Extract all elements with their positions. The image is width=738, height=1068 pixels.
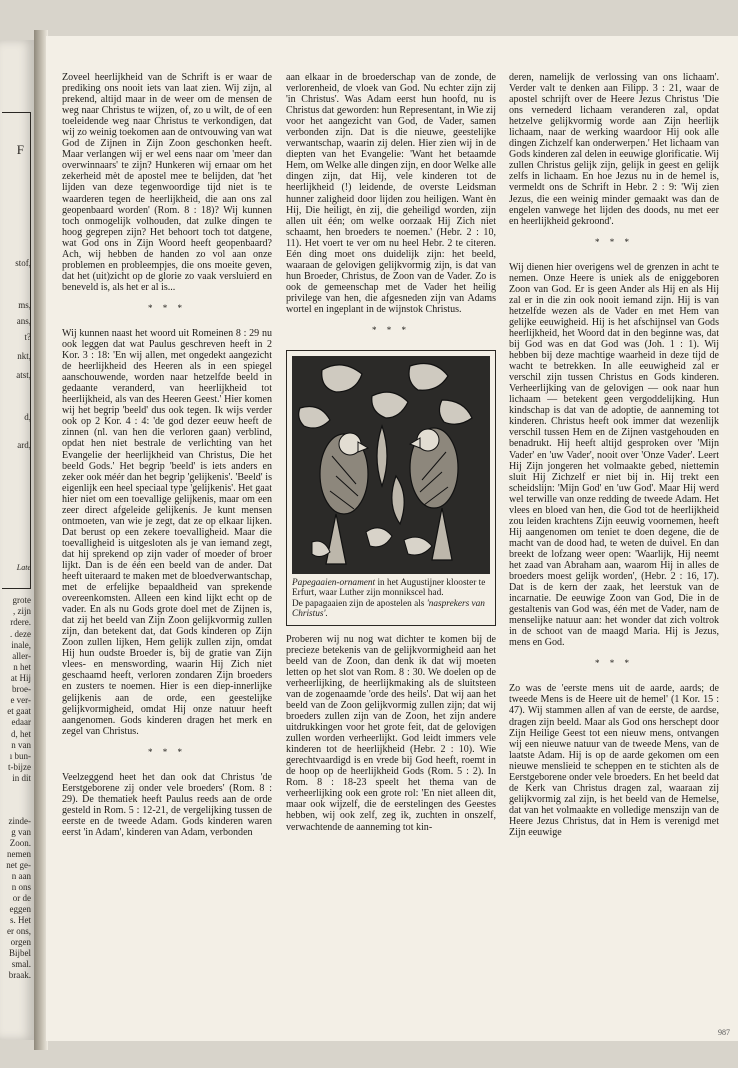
- left-page-text-fragment: Bijbel: [9, 948, 31, 958]
- left-page-text-fragment: . deze: [10, 629, 31, 639]
- left-page-text-fragment: et gaat: [7, 706, 31, 716]
- left-page-text-fragment: nemen: [7, 849, 31, 859]
- left-page-text-fragment: ı bun-: [9, 751, 31, 761]
- left-page-text-fragment: n het: [13, 662, 31, 672]
- left-page-text-fragment: er ons,: [7, 926, 31, 936]
- left-page-text-fragment: Zoon.: [9, 838, 31, 848]
- left-page-text-fragment: braak.: [8, 970, 31, 980]
- caption-text: in het Augustijner klooster te Erfurt, waar Luther zijn monnikscel had.: [292, 578, 486, 599]
- column-3-paragraph-1: deren, namelijk de verlossing van ons lichaam'. Verder valt te denken aan Filipp. 3 : 21, waar de apostel schrijft over de Heere Jezus Christus 'Die ons vernederd lichaam veranderen zal, opdat hetzelve gelijkvormig worde aan Zijn heerlijk lichaam, naar de werking waardoor Hij ook alle dingen Zichzelf kan onderwerpen.' Het lichaam van Gods kinderen zal delen in eeuwige glorificatie. Wij zullen Christus gelijk zijn, gelijk in geest en gelijk zelfs in lichaam. En hoe Jezus nu in de hemel is, vermeldt ons de Schrift in Hebr. 2 : 9: 'Wij zien Jezus, die een weinig minder gemaakt was dan de engelen vanwege het lijden des doods, nu met eer en heerlijkheid gekroond'.: [509, 72, 719, 227]
- left-page-text-fragment: t-bijze: [8, 762, 31, 772]
- left-page-text-fragment: t?: [24, 332, 31, 342]
- left-page-text-fragment: orgen: [10, 937, 31, 947]
- left-page-text-fragment: stof,: [15, 258, 31, 268]
- left-page-text-fragment: Late: [16, 563, 31, 572]
- left-page-text-fragment: s. Het: [10, 915, 31, 925]
- column-1-paragraph-3: Veelzeggend heet het dan ook dat Christus 'de Eerstgeborene zij onder vele broeders' (Rom. 8 : 29). De thematiek heeft Paulus reeds aan de orde gesteld in Rom. 5 : 12-21, de vergelijking tussen de eerste en de tweede Adam. Gods kinderen waren eerst 'in Adam', kinderen van Adam, verbonden: [62, 771, 272, 838]
- column-2: [286, 72, 496, 833]
- column-1-paragraph-2: Wij kunnen naast het woord uit Romeinen 8 : 29 nu ook leggen dat wat Paulus geschreven heeft in 2 Kor. 3 : 18: 'En wij allen, met ongedekt aangezicht de heerlijkheid des Heeren als in een spiegel aanschouwende, worden naar hetzelfde beeld in gedaante veranderd, van heerlijkheid tot heerlijkheid, als van des Heeren Geest.' Hier komen wij het begrip 'beeld' dus ook tegen. Ik wijs verder ook op 2 Kor. 4 : 4: 'de god dezer eeuw heeft de zinnen (nl. van hen die verloren gaan) verblind, opdat hen niet bestrale de verlichting van het Evangelie der heerlijkheid van Christus, Die het beeld Gods.' Het begrip 'beeld' is iets anders en zeker ook méér dan het begrip 'gelijkenis'. 'Beeld' is eigenlijk een heel speciaal type 'gelijkenis'. Het gaat hier niet om een toevallige gelijkenis, maar om een zeer direct afgeleide gelijkenis. Je kunt mensen ontmoeten, van wie je zegt, dat ze op elkaar lijken. Dat berust op een zekere toevalligheid. Maar die toevalligheid is uitgesloten als je van iemand zegt, dat hij sprekend op zijn vader of moeder of broer lijkt. Dan is de één een beeld van de ander. Dat heeft uiteraard te maken met de bloedverwantschap, met de erfelijke bepaaldheid van sprekende overeenkomsten. Alleen een kind lijkt echt op de vader. En als nu Gods grote doel met de Zijnen is, dat zij het beeld van Zijn Zoon gelijkvormig zullen zijn, dan betekent dat, dat Gods kinderen op Zijn Zoon zullen lijken, Hem gelijk zullen zijn, omdat Hij hun oudste Broeder is, bij de gratie van Zijn vlees- en menswording, waarin Hij Zich niet geschaamd heeft, verloren zondaren Zijn broeders en zusters te noemen. Hier is een diep-innerlijke gelijkenis aan de orde, een geestelijke gelijkvormigheid, omdat Hij onze natuur heeft aangenomen. Gods kinderen dragen het merk en zegel van Christus.: [62, 327, 272, 737]
- left-page-text-fragment: n aan: [11, 871, 31, 881]
- caption-title: Papegaaien-ornament: [292, 578, 376, 589]
- column-3-paragraph-2: Wij dienen hier overigens wel de grenzen in acht te nemen. Onze Heere is uniek als de eniggeboren Zoon van God. Er is geen Ander als Hij en als Hij zal er in die zin ook nooit iemand zijn. Hij is van hetzelfde wezen als de Vader en met Hem van gelijke eeuwigheid. Hij is het afschijnsel van Gods heerlijkheid, het Woord dat in den beginne was, dat bij God was en dat God was (Joh. 1 : 1). Wij hebben bij deze machtige waarheid in deze tijd de wacht te betrekken. In alle eeuwigheid zal er verschil zijn tussen Christus en Gods kinderen. Verheerlijking van de gelovigen — ook naar hun lichaam — betekent geen vergoddelijking. Hun kindschap is dat van de adoptie, de aanneming tot kinderen. Christus heeft ook immer dat wezenlijk verschil tussen Hem en de Zijnen vastgehouden en benadrukt. Hij heeft altijd gesproken over 'Mijn Vader' en 'uw Vader', nooit over 'Onze Vader'. Leert Hij Zijn jongeren het volmaakte gebed, niettemin sluit Hij Zichzelf er niet bij in. Hij trekt een scheidslijn: 'Mijn God' en 'uw God'. Maar Hij werd wel terwille van onze redding de tweede Adam. Het vlees en bloed van hen, die God tot de heerlijkheid zou leiden krachtens Zijn eeuwig voornemen, heeft Hij aangenomen om teniet te doen degene, die de macht van de dood had, te weten de duivel. En dan breekt de lofzang weer open: 'Waarlijk, Hij neemt het zaad van Abraham aan, waarom Hij in alles de broeders moest gelijk worden', (Hebr. 2 : 16, 17). Dat is de kern der zaak, het leerstuk van de incarnatie. De eeuwige Zoon van God, Die in de gestaltenis van God was, één met de Vader, nam de menselijke natuur aan: het wonder dat zich voltrok in de schoot van de maagd Maria. Hij is Jezus, mens en God.: [509, 261, 719, 649]
- left-page-text-fragment: grote: [12, 595, 31, 605]
- left-page-text-fragment: e ver-: [10, 695, 31, 705]
- book-spread: [0, 30, 738, 1050]
- section-divider: * * *: [148, 302, 186, 313]
- column-2-paragraph-2: Proberen wij nu nog wat dichter te komen bij de precieze betekenis van de gelijkvormigheid aan het beeld van de Zoon, dan denk ik dat wij moeten letten op het slot van Rom. 8 : 30. We doelen op de verheerlijking, de heerlijkmaking als de sluitsteen van de zogenaamde 'orde des heils'. Dat wij aan het beeld van de Zoon gelijkvormig zullen zijn; dat wij broeders zullen zijn van de Zoon, het zijn andere uitdrukkingen voor het grote feit, dat de gelovigen zullen worden verheerlijkt. God leidt immers vele kinderen tot de heerlijkheid (Hebr. 2 : 10). Wie gerechtvaardigd is en vrede bij God heeft, roemt in de hoop op de heerlijkheid Gods (Rom. 5 : 2). In Rom. 8 : 18-23 speelt het thema van de verheerlijking ook een grote rol: 'En niet alleen dit, maar ook wijzelf, die de eerstelingen des Geestes hebben, wij ook zelf, zeg ik, zuchten in onszelf, verwachtende de aanneming tot kin-: [286, 633, 496, 833]
- section-divider: * * *: [595, 658, 633, 669]
- left-page-text-fragment: zinde-: [8, 816, 31, 826]
- column-3-paragraph-3: Zo was de 'eerste mens uit de aarde, aards; de tweede Mens is de Heere uit de hemel' (1 Kor. 15 : 47). Wij stammen allen af van de eerste, de aardse, dragen zijn beeld. Maar als God ons herschept door Zijn Heilige Geest tot een nieuw mens, ontvangen wij een nieuwe natuur van de tweede Mens, van de laatste Adam. Hij is op de aarde gekomen om een nieuwe menslieid te scheppen en te stichten als de Eerstgeborene onder vele broeders. En het beeld dat de Kerk van Christus dragen zal, waaraan zij gelijkvormig zal zijn, is het beeld van de Hemelse, dat van het volmaakte en volledige menszijn van de Heere Jezus Christus, dat in Hem is verenigd met Zijn eeuwige: [509, 683, 719, 838]
- left-page-text-fragment: g van: [11, 827, 31, 837]
- column-1-paragraph-1: Zoveel heerlijkheid van de Schrift is er waar de prediking ons nooit iets van laat zien. Wij zijn, al prekend, altijd maar in de weer om de mensen de weg naar Christus te wijzen, of, zo u wilt, de of een toeleidende weg naar Christus te verkondigen, dat wij zo weinig toekomen aan de ontvouwing van wat God de Zijnen in Zijn Zoon geschonken heeft. Maar verlangen wij er wel eens naar om 'meer dan overwinnaars' te zijn? Hunkeren wij ernaar om het zekerheid mèt de apostel mee te belijden, dat 'het lijden van deze tegenwoordige tijd niet is te waarderen tegen de heerlijkheid, die aan ons zal geopenbaard worden' (Rom. 8 : 18)? Wij kunnen toch onmogelijk volhouden, dat zulke dingen te hoog gegrepen zijn? Het behoort toch tot datgene, wat God ons in Zijn Woord heeft geopenbaard? Ach, wij hebben de handen zo vol aan onze problemen en probleempjes, die ons moeite geven, dat het (uit)zicht op de glorie zo vaak versluierd en beneveld is, als het er al is...: [62, 72, 272, 293]
- left-page-text-fragment: , zijn: [13, 606, 31, 616]
- column-1: [62, 72, 272, 838]
- left-page-text-fragment: smal.: [11, 959, 31, 969]
- left-page-text-fragment: F: [16, 142, 24, 157]
- left-page-text-fragment: in dit: [12, 773, 31, 783]
- left-page-text-fragment: rdere.: [10, 617, 31, 627]
- section-divider: * * *: [148, 746, 186, 757]
- left-page-text-fragment: atst,: [16, 370, 31, 380]
- left-page-text-fragment: nkt,: [17, 351, 31, 361]
- left-page-box-outline: [2, 112, 31, 589]
- left-page-text-fragment: ans,: [16, 316, 31, 326]
- left-page-text-fragment: ms,: [18, 300, 31, 310]
- left-page-text-fragment: edaar: [11, 717, 31, 727]
- left-page-text-fragment: broe-: [12, 684, 31, 694]
- page-number: 987: [718, 1028, 730, 1037]
- stained-glass-parrot-image: [292, 356, 490, 574]
- left-page-text-fragment: aller-: [12, 651, 31, 661]
- section-divider: * * *: [372, 325, 410, 336]
- left-page-text-fragment: or de: [12, 893, 31, 903]
- right-page: [46, 36, 738, 1041]
- left-page-text-fragment: net ge-: [6, 860, 31, 870]
- left-page-text-fragment: eggen: [9, 904, 31, 914]
- left-page-text-fragment: n ons: [11, 882, 31, 892]
- left-page-text-fragment: d, het: [11, 729, 31, 739]
- figure-caption: [292, 578, 490, 620]
- left-page-text-fragment: at Hij: [10, 673, 31, 683]
- left-page-edge: [0, 40, 35, 1040]
- stained-glass-figure: [286, 350, 496, 626]
- section-divider: * * *: [595, 236, 633, 247]
- left-page-text-fragment: n van: [11, 740, 31, 750]
- caption-line-2: De papagaaien zijn de apostelen als: [292, 598, 427, 609]
- left-page-text-fragment: inale,: [11, 640, 31, 650]
- column-2-paragraph-1: aan elkaar in de broederschap van de zonde, de verlorenheid, de vloek van God. Nu echter zijn zij 'in Christus'. Was Adam eerst hun hoofd, nu is Christus dat geworden: hun Representant, in Wie zij voor het aangezicht van God, de Vader, samen verbonden zijn. Dat is die nieuwe, geestelijke verwantschap, waarin zij delen. Hier zien wij in de diepten van het Evangelie: 'Want het betaamde Hem, om Welke alle dingen zijn, en door Welke alle dingen zijn, dat Hij, vele kinderen tot de heerlijkheid (!) leidende, de overste Leidsman hunner zaligheid door lijden zou heiligen. Want èn Hij, Die heiligt, èn zij, die geheiligd worden, zijn allen uit één; om welke oorzaak Hij Zich niet schaamt, hen broeders te noemen.' (Hebr. 2 : 10, 11). Het voert te ver om nu heel Hebr. 2 te citeren. Eén ding moet ons duidelijk zijn: het beeld, waaraan de gelovigen gelijkvormig zijn, is dat van hun Broeder, Christus, de Zoon van de Vader. Zo is ook de gemeenschap met de Vader het heilig privilege van hen, die afgesneden zijn van Adams wortel en ingeplant in de wijnstok Christus.: [286, 72, 496, 315]
- left-page-text-fragment: ard,: [17, 440, 31, 450]
- caption-line-2-italic: 'nasprekers van Christus'.: [292, 598, 485, 620]
- left-page-text-fragment: d,: [24, 412, 31, 422]
- column-3: [509, 72, 719, 838]
